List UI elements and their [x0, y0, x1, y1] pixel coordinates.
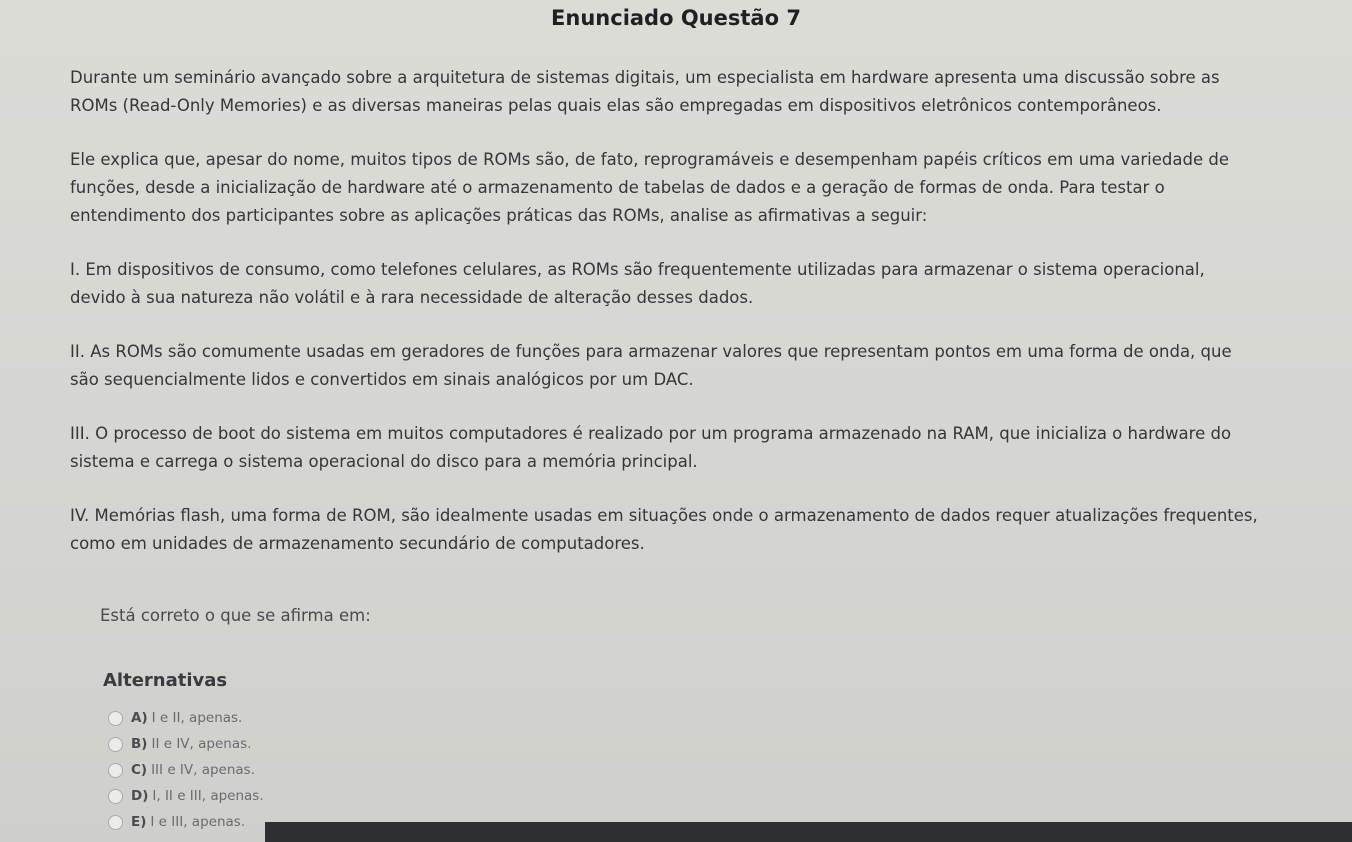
question-statement [70, 64, 1265, 584]
alternatives-list [108, 705, 264, 835]
alternative-text: I, II e III, apenas. [152, 788, 264, 804]
alternative-letter: C) [131, 762, 148, 778]
alternative-e[interactable] [108, 809, 264, 835]
alternative-letter: E) [131, 814, 147, 830]
alternatives-heading: Alternativas [103, 670, 228, 691]
statement-iv: IV. Memórias flash, uma forma de ROM, são idealmente usadas em situações onde o armazenamento de dados requer atualizações frequentes, como em unidades de armazenamento secundário de computadores. [70, 506, 1258, 553]
alternative-letter: B) [131, 736, 148, 752]
alternative-d[interactable] [108, 783, 264, 809]
statement-i: I. Em dispositivos de consumo, como telefones celulares, as ROMs são frequentemente utilizadas para armazenar o sistema operacional, devido à sua natureza não volátil e à rara necessidade de alteração desses dados. [70, 260, 1205, 307]
page-title: Enunciado Questão 7 [551, 6, 801, 30]
question-prompt: Está correto o que se afirma em: [100, 606, 371, 625]
alternative-text: II e IV, apenas. [151, 736, 252, 752]
radio-button[interactable] [108, 763, 123, 778]
statement-iii: III. O processo de boot do sistema em muitos computadores é realizado por um programa armazenado na RAM, que inicializa o hardware do sistema e carrega o sistema operacional do disco para a memória principal. [70, 424, 1232, 471]
radio-button[interactable] [108, 815, 123, 830]
alternative-text: I e II, apenas. [151, 710, 243, 726]
bottom-edge-bar [265, 822, 1352, 842]
alternative-letter: A) [131, 710, 148, 726]
radio-button[interactable] [108, 789, 123, 804]
alternative-a[interactable] [108, 705, 264, 731]
alternative-b[interactable] [108, 731, 264, 757]
radio-button[interactable] [108, 711, 123, 726]
statement-ii: II. As ROMs são comumente usadas em geradores de funções para armazenar valores que representam pontos em uma forma de onda, que são sequencialmente lidos e convertidos em sinais analógicos por um DAC. [70, 342, 1232, 389]
alternative-text: I e III, apenas. [150, 814, 246, 830]
alternative-letter: D) [131, 788, 149, 804]
context-paragraph: Ele explica que, apesar do nome, muitos tipos de ROMs são, de fato, reprogramáveis e desempenham papéis críticos em uma variedade de funções, desde a inicialização de hardware até o armazenamento de tabelas de dados e a geração de formas de onda. Para testar o entendimento dos participantes sobre as aplicações práticas das ROMs, analise as afirmativas a seguir: [70, 150, 1229, 225]
alternative-text: III e IV, apenas. [151, 762, 256, 778]
alternative-c[interactable] [108, 757, 264, 783]
radio-button[interactable] [108, 737, 123, 752]
intro-paragraph: Durante um seminário avançado sobre a arquitetura de sistemas digitais, um especialista em hardware apresenta uma discussão sobre as ROMs (Read-Only Memories) e as diversas maneiras pelas quais elas são empregadas em dispositivos eletrônicos contemporâneos. [70, 68, 1220, 115]
